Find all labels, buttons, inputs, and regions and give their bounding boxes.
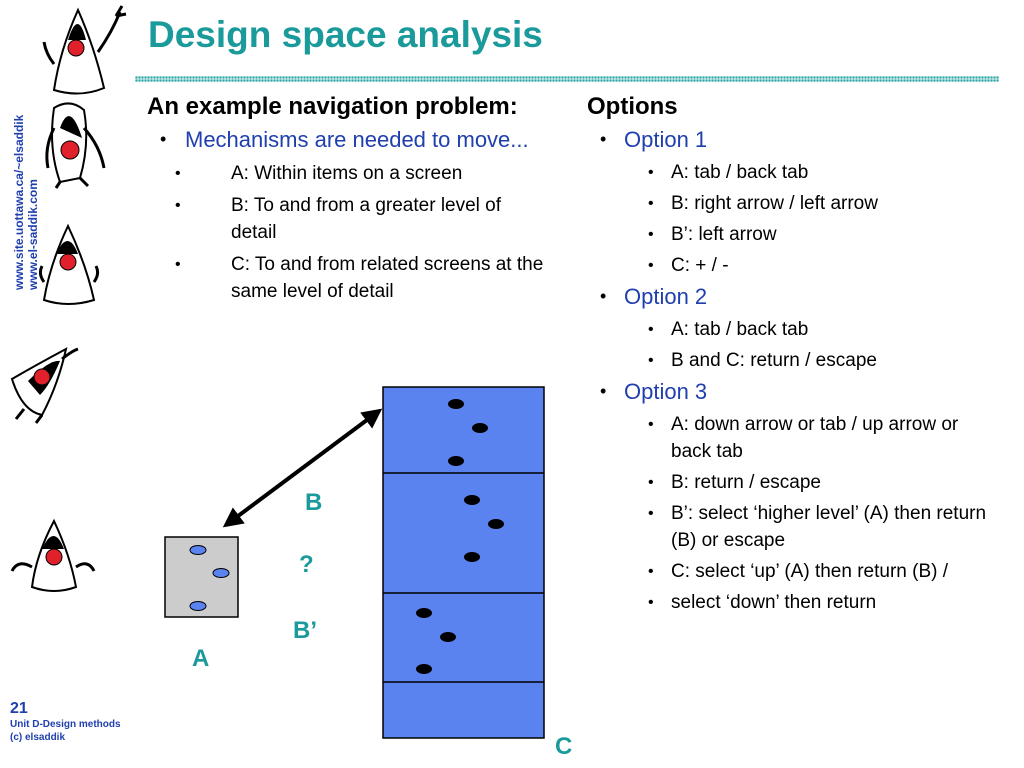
item-dot <box>464 495 480 505</box>
right-heading: Options <box>587 93 678 120</box>
subbullet-item: • A: Within items on a screen <box>147 160 547 187</box>
option-item: • B: return / escape <box>587 469 997 496</box>
item-dot-small <box>190 546 206 555</box>
option-item: • C: + / - <box>587 252 997 279</box>
option-item: • B and C: return / escape <box>587 347 997 374</box>
footer-unit: Unit D-Design methods <box>10 719 121 730</box>
option-item: • B: right arrow / left arrow <box>587 190 997 217</box>
item-dot <box>440 632 456 642</box>
page-number: 21 <box>10 700 28 717</box>
option-item: • B’: left arrow <box>587 221 997 248</box>
side-url-uottawa[interactable]: www.site.uottawa.ca/~elsaddik <box>12 114 26 290</box>
option-item: • select ‘down’ then return <box>587 589 997 616</box>
subbullet-item: • B: To and from a greater level of detail <box>147 192 547 246</box>
footer-copyright: (c) elsaddik <box>10 732 66 743</box>
label-b-prime: B’ <box>293 617 317 644</box>
item-dot <box>416 664 432 674</box>
bullet-mechanisms-text: Mechanisms are needed to move... <box>185 127 529 152</box>
slide-title: Design space analysis <box>148 14 543 55</box>
item-dot-small <box>213 569 229 578</box>
item-dot <box>448 456 464 466</box>
option-label: Option 1 <box>624 127 708 152</box>
item-dot <box>448 399 464 409</box>
option-item: • A: down arrow or tab / up arrow or back tab <box>587 411 997 465</box>
item-dot-small <box>190 602 206 611</box>
navigation-arrow <box>226 411 379 525</box>
label-b: B <box>305 489 323 516</box>
slide-footer <box>10 700 121 744</box>
subbullet-item: • C: To and from related screens at the same level of detail <box>147 251 547 305</box>
option-item: • C: select ‘up’ (A) then return (B) / <box>587 558 997 585</box>
label-c: C <box>555 733 573 760</box>
label-a: A <box>192 645 210 672</box>
option-item: • A: tab / back tab <box>587 159 997 186</box>
item-dot <box>488 519 504 529</box>
item-dot <box>416 608 432 618</box>
side-url-elsaddik[interactable]: www.el-saddik.com <box>26 179 40 290</box>
option-item: • A: tab / back tab <box>587 316 997 343</box>
item-dot <box>464 552 480 562</box>
option-item: • B’: select ‘higher level’ (A) then return (B) or escape <box>587 500 997 554</box>
left-heading: An example navigation problem: <box>147 93 518 120</box>
option-label: Option 3 <box>624 379 708 404</box>
label-question: ? <box>299 551 314 578</box>
option-label: Option 2 <box>624 284 708 309</box>
item-dot <box>472 423 488 433</box>
screen-stack <box>383 387 544 738</box>
